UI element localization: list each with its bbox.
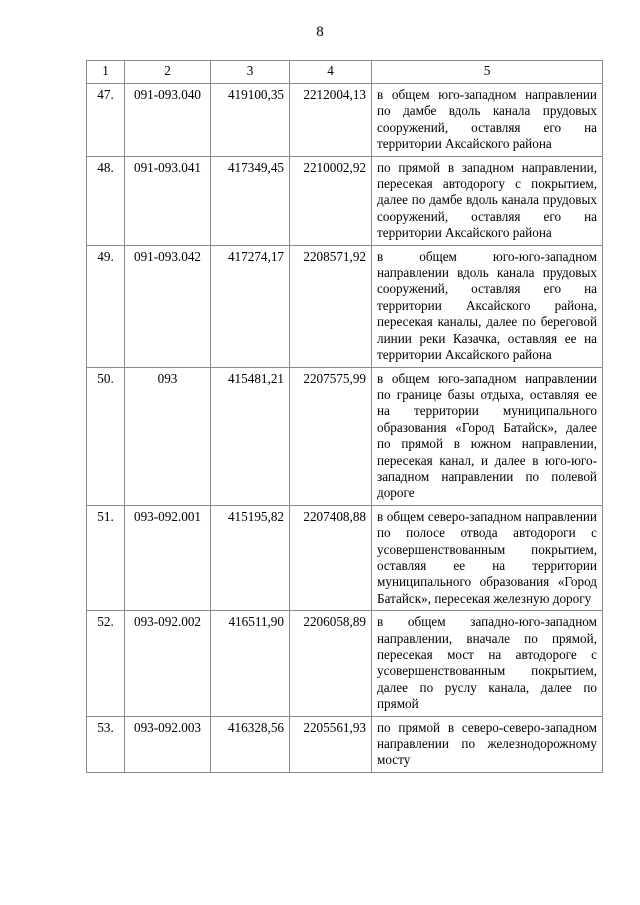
header-cell-1: 1	[87, 61, 125, 84]
boundary-description: по прямой в западном направлении, пересекая автодорогу с покрытием, далее по дамбе вдоль канала прудовых сооружений, оставляя его на территории Аксайского района	[372, 156, 603, 245]
header-cell-3: 3	[211, 61, 290, 84]
row-number: 47.	[87, 84, 125, 157]
table-row	[87, 156, 603, 245]
table-row	[87, 716, 603, 772]
point-id: 091-093.041	[125, 156, 211, 245]
row-number: 53.	[87, 716, 125, 772]
y-coordinate: 2210002,92	[290, 156, 372, 245]
x-coordinate: 416511,90	[211, 611, 290, 716]
header-cell-5: 5	[372, 61, 603, 84]
row-number: 52.	[87, 611, 125, 716]
boundary-description: в общем юго-юго-западном направлении вдоль канала прудовых сооружений, оставляя его на территории Аксайского района, пересекая каналы, далее по береговой линии реки Казачка, оставляя ее на территории Аксайского района	[372, 245, 603, 367]
row-number: 48.	[87, 156, 125, 245]
table-row	[87, 245, 603, 367]
y-coordinate: 2206058,89	[290, 611, 372, 716]
header-cell-2: 2	[125, 61, 211, 84]
point-id: 093-092.003	[125, 716, 211, 772]
header-cell-4: 4	[290, 61, 372, 84]
x-coordinate: 415481,21	[211, 367, 290, 505]
row-number: 49.	[87, 245, 125, 367]
point-id: 091-093.042	[125, 245, 211, 367]
y-coordinate: 2212004,13	[290, 84, 372, 157]
table-row	[87, 611, 603, 716]
table-row	[87, 505, 603, 610]
point-id: 093	[125, 367, 211, 505]
x-coordinate: 417349,45	[211, 156, 290, 245]
x-coordinate: 417274,17	[211, 245, 290, 367]
y-coordinate: 2207408,88	[290, 505, 372, 610]
table-header-row	[87, 61, 603, 84]
boundary-description: в общем северо-западном направлении по полосе отвода автодороги с усовершенствованным покрытием, оставляя ее на территории муниципального образования «Город Батайск», пересекая железную дорогу	[372, 505, 603, 610]
y-coordinate: 2205561,93	[290, 716, 372, 772]
boundary-coordinates-table	[86, 60, 603, 773]
boundary-description: в общем юго-западном направлении по границе базы отдыха, оставляя ее на территории муниципального образования «Город Батайск», далее по прямой в южном направлении, пересекая канал, и далее в юго-юго-западном направлении по полевой дороге	[372, 367, 603, 505]
table-row	[87, 367, 603, 505]
page-number: 8	[316, 24, 324, 40]
x-coordinate: 416328,56	[211, 716, 290, 772]
row-number: 50.	[87, 367, 125, 505]
point-id: 091-093.040	[125, 84, 211, 157]
y-coordinate: 2208571,92	[290, 245, 372, 367]
boundary-description: в общем юго-западном направлении по дамбе вдоль канала прудовых сооружений, оставляя его на территории Аксайского района	[372, 84, 603, 157]
x-coordinate: 419100,35	[211, 84, 290, 157]
point-id: 093-092.001	[125, 505, 211, 610]
boundary-description: по прямой в северо-северо-западном направлении по железнодорожному мосту	[372, 716, 603, 772]
row-number: 51.	[87, 505, 125, 610]
boundary-description: в общем западно-юго-западном направлении, вначале по прямой, пересекая мост на автодороге с усовершенствованным покрытием, далее по руслу канала, далее по прямой	[372, 611, 603, 716]
x-coordinate: 415195,82	[211, 505, 290, 610]
table-row	[87, 84, 603, 157]
y-coordinate: 2207575,99	[290, 367, 372, 505]
point-id: 093-092.002	[125, 611, 211, 716]
